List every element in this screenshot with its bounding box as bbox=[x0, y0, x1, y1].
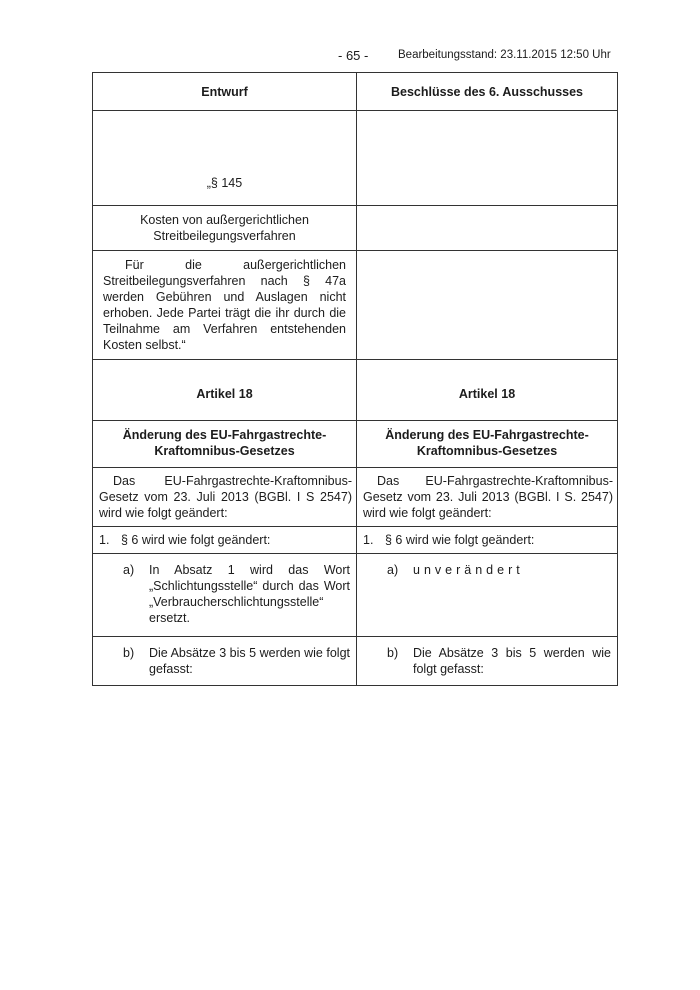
table-row bbox=[93, 527, 618, 554]
table-row bbox=[93, 421, 618, 468]
section-body: Für die außergerichtlichen Streitbeilegungsverfahren nach § 47a werden Gebühren und Auslagen nicht erhoben. Jede Partei trägt die ihr durch die Teilnahme am Verfahren entstehenden Kosten selbst.“ bbox=[93, 251, 357, 360]
intro-left: Das EU-Fahrgastrechte-Kraftomnibus-Gesetz vom 23. Juli 2013 (BGBl. I S 2547) wird wie folgt geändert: bbox=[93, 468, 357, 527]
table-row bbox=[93, 468, 618, 527]
change-title-left: Änderung des EU-Fahrgastrechte-Kraftomnibus-Gesetzes bbox=[93, 421, 357, 468]
empty-cell bbox=[357, 111, 618, 206]
section-title: Kosten von außergerichtlichen Streitbeilegungsverfahren bbox=[93, 206, 357, 251]
table-row bbox=[93, 206, 618, 251]
item-b-left bbox=[93, 637, 357, 686]
item-number: 1. bbox=[99, 533, 110, 547]
item-text: In Absatz 1 wird das Wort „Schlichtungsstelle“ durch das Wort „Verbraucherschlichtungsstelle“ ersetzt. bbox=[149, 563, 350, 625]
table-row bbox=[93, 111, 618, 206]
table-row bbox=[93, 637, 618, 686]
column-header-committee: Beschlüsse des 6. Ausschusses bbox=[357, 73, 618, 111]
section-number: „§ 145 bbox=[93, 111, 357, 206]
item-b-right bbox=[357, 637, 618, 686]
item-text: § 6 wird wie folgt geändert: bbox=[121, 533, 271, 547]
empty-cell bbox=[357, 251, 618, 360]
change-title-right: Änderung des EU-Fahrgastrechte-Kraftomnibus-Gesetzes bbox=[357, 421, 618, 468]
item-1-right bbox=[357, 527, 618, 554]
table-header-row bbox=[93, 73, 618, 111]
article-heading-left: Artikel 18 bbox=[93, 360, 357, 421]
item-label: b) bbox=[387, 646, 399, 660]
item-number: 1. bbox=[363, 533, 374, 547]
article-heading-right: Artikel 18 bbox=[357, 360, 618, 421]
item-a-left bbox=[93, 554, 357, 637]
synopsis-table bbox=[92, 72, 618, 686]
item-a-right bbox=[357, 554, 618, 637]
intro-right: Das EU-Fahrgastrechte-Kraftomnibus-Gesetz vom 23. Juli 2013 (BGBl. I S. 2547) wird wie folgt geändert: bbox=[357, 468, 618, 527]
table-row bbox=[93, 554, 618, 637]
page-number: - 65 - bbox=[338, 48, 369, 63]
item-label: b) bbox=[123, 646, 135, 660]
editing-status: Bearbeitungsstand: 23.11.2015 12:50 Uhr bbox=[398, 49, 611, 61]
item-text: § 6 wird wie folgt geändert: bbox=[385, 533, 535, 547]
column-header-draft: Entwurf bbox=[93, 73, 357, 111]
item-1-left bbox=[93, 527, 357, 554]
table-row bbox=[93, 360, 618, 421]
table-row bbox=[93, 251, 618, 360]
item-label: a) bbox=[387, 563, 399, 577]
item-text: Die Absätze 3 bis 5 werden wie folgt gefasst: bbox=[149, 646, 350, 676]
item-text: Die Absätze 3 bis 5 werden wie folgt gefasst: bbox=[413, 646, 611, 676]
item-label: a) bbox=[123, 563, 135, 577]
item-text: unverändert bbox=[413, 563, 524, 577]
empty-cell bbox=[357, 206, 618, 251]
